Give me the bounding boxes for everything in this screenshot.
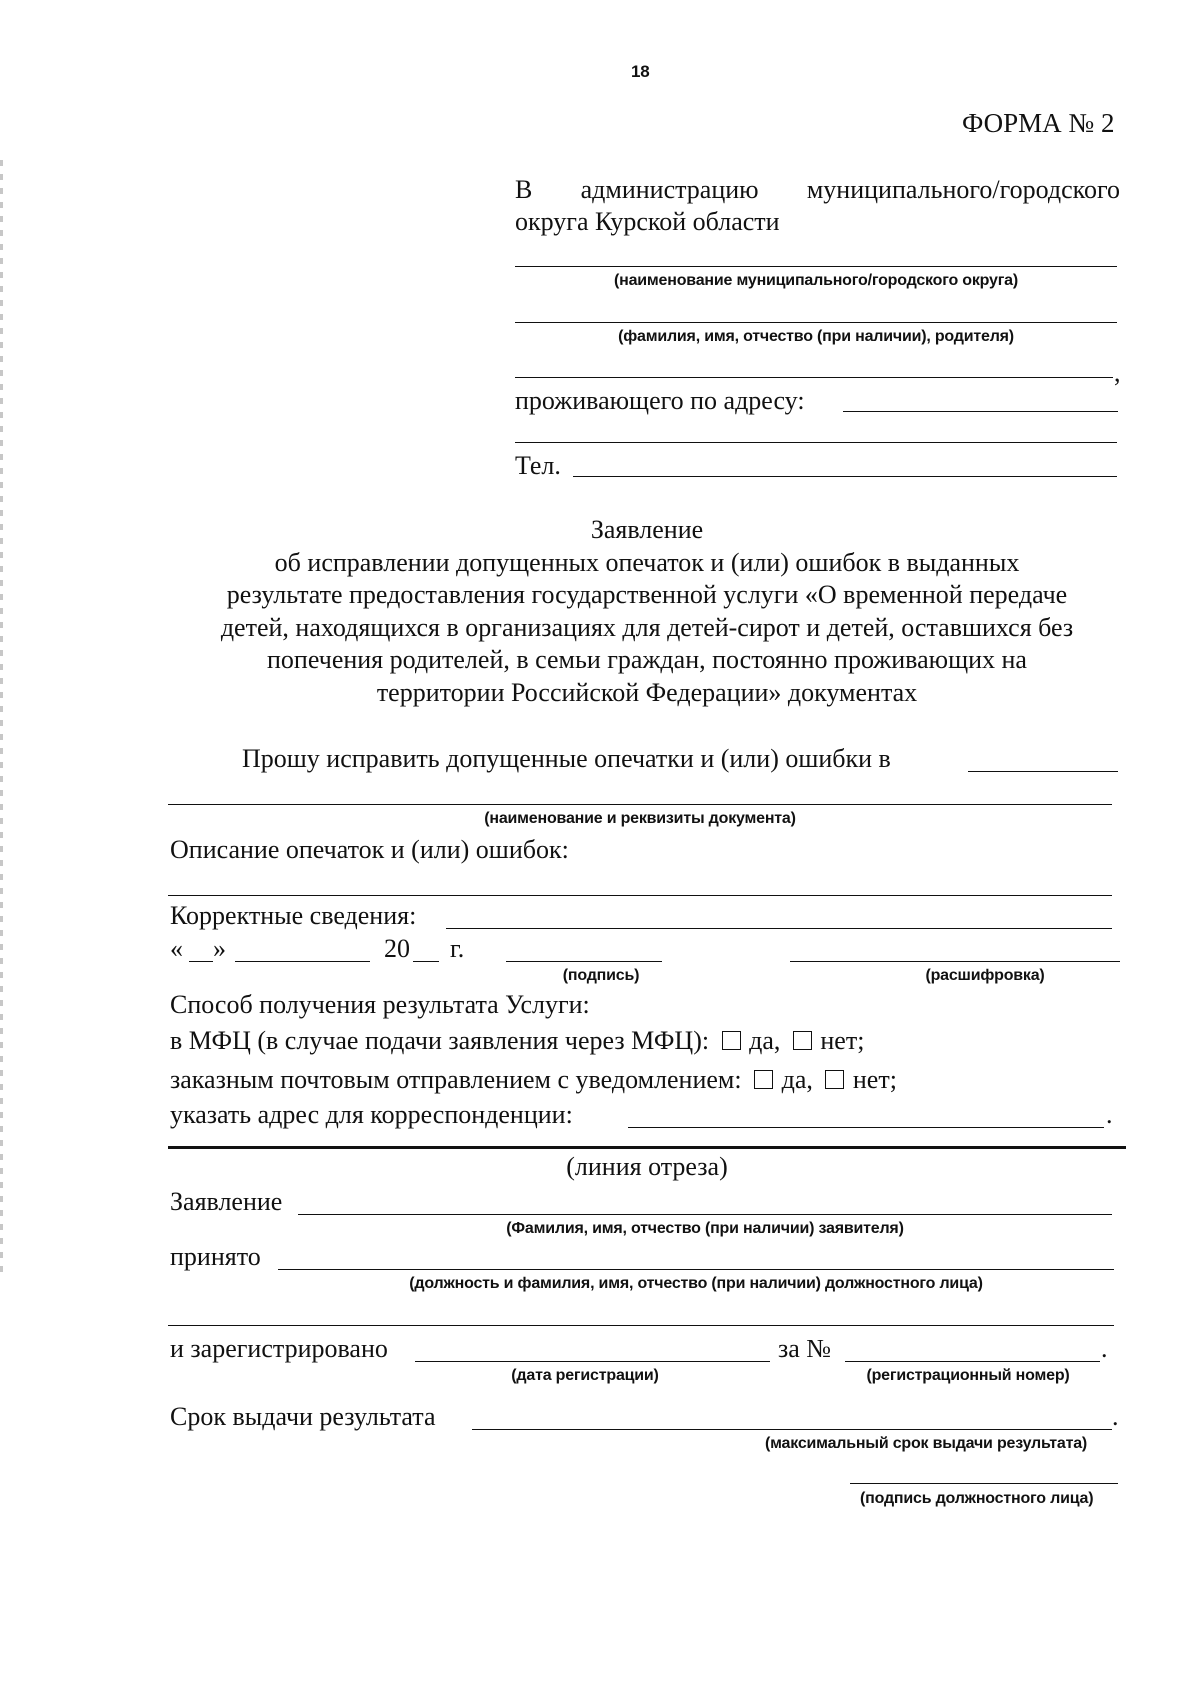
- mfc-yes-label: да,: [749, 1026, 781, 1055]
- comma: ,: [1114, 358, 1121, 387]
- addressee-line-2: округа Курской области: [515, 207, 780, 236]
- hint-municipality: (наименование муниципального/городского округа): [613, 272, 1018, 289]
- registration-date-field[interactable]: [415, 1361, 770, 1362]
- number-label: за №: [778, 1334, 832, 1363]
- hint-registration-number: (регистрационный номер): [866, 1367, 1070, 1384]
- registration-period: .: [1101, 1334, 1108, 1363]
- tel-field[interactable]: [573, 476, 1117, 477]
- mail-no-checkbox[interactable]: [825, 1070, 844, 1089]
- hint-signature: (подпись): [562, 967, 640, 984]
- official-field-2[interactable]: [168, 1325, 1114, 1326]
- date-day-field[interactable]: [189, 961, 213, 962]
- registration-number-field[interactable]: [845, 1361, 1100, 1362]
- description-label: Описание опечаток и (или) ошибок:: [170, 835, 569, 864]
- scan-edge-artifact: [0, 160, 3, 1280]
- correct-info-label: Корректные сведения:: [170, 901, 417, 930]
- mfc-option-row: [170, 1026, 864, 1056]
- form-number: ФОРМА № 2: [962, 108, 1115, 138]
- applicant-name-field[interactable]: [298, 1214, 1112, 1215]
- hint-document: (наименование и реквизиты документа): [484, 810, 796, 827]
- date-month-field[interactable]: [235, 961, 370, 962]
- mfc-no-label: нет;: [820, 1026, 865, 1055]
- mfc-yes-checkbox[interactable]: [722, 1031, 741, 1050]
- correspondence-period: .: [1106, 1100, 1113, 1129]
- receipt-statement-label: Заявление: [170, 1187, 283, 1216]
- mail-yes-label: да,: [781, 1065, 813, 1094]
- hint-parent: (фамилия, имя, отчество (при наличии), родителя): [618, 328, 1014, 345]
- accepting-official-field[interactable]: [278, 1269, 1114, 1270]
- signature-field[interactable]: [506, 961, 662, 962]
- official-signature-field[interactable]: [850, 1483, 1118, 1484]
- method-label: Способ получения результата Услуги:: [170, 990, 590, 1019]
- hint-registration-date: (дата регистрации): [511, 1367, 659, 1384]
- document-field-2[interactable]: [168, 804, 1112, 805]
- correspondence-address-label: указать адрес для корреспонденции:: [170, 1100, 573, 1129]
- hint-max-deadline: (максимальный срок выдачи результата): [765, 1435, 1088, 1452]
- parent-name-field-2[interactable]: [515, 377, 1113, 378]
- accepted-label: принято: [170, 1242, 261, 1271]
- statement-subject-4: попечения родителей, в семьи граждан, постоянно проживающих на: [267, 645, 1027, 674]
- statement-subject-3: детей, находящихся в организациях для детей-сирот и детей, оставшихся без: [220, 613, 1074, 642]
- request-text: Прошу исправить допущенные опечатки и (или) ошибки в: [242, 744, 891, 773]
- mfc-option-text: в МФЦ (в случае подачи заявления через МФЦ):: [170, 1026, 710, 1055]
- decryption-field[interactable]: [790, 961, 1120, 962]
- date-quote-open: «: [170, 934, 183, 963]
- statement-heading: Заявление: [590, 515, 704, 544]
- deadline-field[interactable]: [472, 1429, 1112, 1430]
- living-address-label: проживающего по адресу:: [515, 386, 805, 415]
- parent-name-field[interactable]: [515, 322, 1117, 323]
- page-number: 18: [631, 62, 650, 81]
- registered-label: и зарегистрировано: [170, 1334, 388, 1363]
- correspondence-address-field[interactable]: [628, 1127, 1104, 1128]
- deadline-period: .: [1112, 1402, 1119, 1431]
- date-year-field[interactable]: [413, 961, 439, 962]
- statement-subject-2: результате предоставления государственной услуги «О временной передаче: [226, 580, 1068, 609]
- document-field-1[interactable]: [968, 771, 1118, 772]
- mfc-no-checkbox[interactable]: [793, 1031, 812, 1050]
- mail-no-label: нет;: [852, 1065, 897, 1094]
- addressee-line-1: В администрацию муниципального/городского: [515, 175, 1120, 204]
- mail-yes-checkbox[interactable]: [754, 1070, 773, 1089]
- statement-subject-1: об исправлении допущенных опечаток и (или) ошибок в выданных: [274, 548, 1020, 577]
- correct-info-field[interactable]: [446, 928, 1112, 929]
- year-suffix: г.: [450, 934, 465, 963]
- year-prefix: 20: [384, 934, 410, 963]
- statement-subject-5: территории Российской Федерации» документах: [376, 678, 918, 707]
- cut-line-label: (линия отреза): [566, 1152, 728, 1181]
- mail-option-text: заказным почтовым отправлением с уведомлением:: [170, 1065, 742, 1094]
- hint-decryption: (расшифровка): [925, 967, 1045, 984]
- hint-applicant: (Фамилия, имя, отчество (при наличии) заявителя): [506, 1220, 904, 1237]
- tel-label: Тел.: [515, 451, 561, 480]
- mail-option-row: [170, 1065, 897, 1095]
- hint-official: (должность и фамилия, имя, отчество (при наличии) должностного лица): [409, 1275, 983, 1292]
- hint-official-signature: (подпись должностного лица): [860, 1490, 1094, 1507]
- address-field-2[interactable]: [515, 442, 1117, 443]
- municipality-field[interactable]: [515, 266, 1117, 267]
- date-quote-close: »: [213, 934, 226, 963]
- description-field[interactable]: [168, 895, 1112, 896]
- living-address-field[interactable]: [843, 411, 1118, 412]
- cut-line: [168, 1146, 1126, 1149]
- deadline-label: Срок выдачи результата: [170, 1402, 436, 1431]
